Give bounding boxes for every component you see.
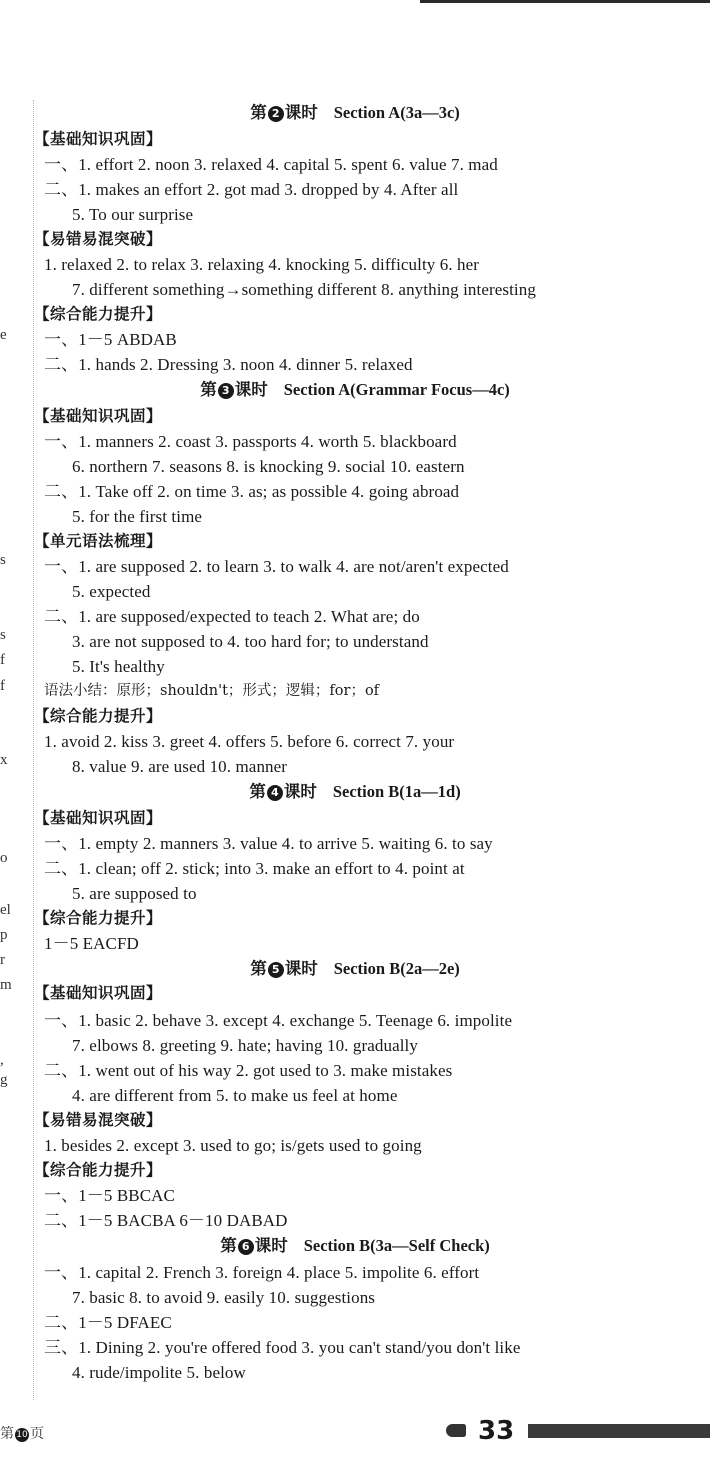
lesson-heading — [0, 779, 710, 804]
lesson-title: Section B(2a—2e) — [333, 959, 460, 978]
section-heading: 【综合能力提升】 — [34, 707, 163, 725]
answer-line: 5. for the first time — [72, 507, 203, 526]
lesson-heading — [0, 100, 710, 125]
lesson-number-badge: 4 — [267, 785, 283, 801]
lesson-number-badge: 5 — [268, 962, 284, 978]
lesson-prefix: 第 — [200, 380, 217, 399]
section-heading: 【单元语法梳理】 — [34, 532, 163, 550]
answer-line: 一、1. are supposed 2. to learn 3. to walk 4. are not/aren't expected — [44, 557, 509, 576]
page-number: 33 — [478, 1416, 515, 1446]
answer-line: 一、1. manners 2. coast 3. passports 4. worth 5. blackboard — [44, 432, 457, 451]
margin-fragment: g — [0, 1072, 8, 1088]
page-number-marker — [446, 1424, 466, 1437]
margin-fragment: s — [0, 552, 6, 568]
lesson-title: Section A(Grammar Focus—4c) — [283, 380, 510, 399]
lesson-heading — [0, 1233, 710, 1258]
grammar-summary: 语法小结：原形；shouldn't；形式；逻辑；for；of — [44, 683, 380, 699]
answer-line: 一、1. basic 2. behave 3. except 4. exchange 5. Teenage 6. impolite — [44, 1011, 513, 1030]
answer-line: 二、1. are supposed/expected to teach 2. What are; do — [44, 607, 420, 626]
section-heading: 【基础知识巩固】 — [34, 130, 163, 148]
lesson-prefix: 第 — [250, 103, 267, 122]
margin-fragment: f — [0, 652, 5, 668]
section-heading: 【综合能力提升】 — [34, 909, 163, 927]
lesson-suffix: 课时 — [284, 103, 318, 122]
footer-page-ref-number: 10 — [16, 1430, 28, 1440]
answer-line: 6. northern 7. seasons 8. is knocking 9. social 10. eastern — [72, 457, 465, 476]
lesson-suffix: 课时 — [234, 380, 268, 399]
lesson-suffix: 课时 — [283, 782, 317, 801]
answer-line: 1. avoid 2. kiss 3. greet 4. offers 5. before 6. correct 7. your — [44, 732, 455, 751]
answer-line: 二、1－5 DFAEC — [44, 1313, 172, 1332]
answer-line: 二、1. Take off 2. on time 3. as; as possible 4. going abroad — [44, 482, 460, 501]
answer-line: 3. are not supposed to 4. too hard for; to understand — [72, 632, 429, 651]
lesson-number-badge: 3 — [218, 383, 234, 399]
answer-line: 5. are supposed to — [72, 884, 197, 903]
answer-line: 一、1－5 ABDAB — [44, 330, 177, 349]
lesson-prefix: 第 — [220, 1236, 237, 1255]
lesson-suffix: 课时 — [254, 1236, 288, 1255]
answer-line: 1－5 EACFD — [44, 934, 139, 953]
column-divider — [33, 100, 34, 1400]
answer-line: 三、1. Dining 2. you're offered food 3. you can't stand/you don't like — [44, 1338, 521, 1357]
section-heading: 【基础知识巩固】 — [34, 809, 163, 827]
answer-line: 一、1. effort 2. noon 3. relaxed 4. capital 5. spent 6. value 7. mad — [44, 155, 498, 174]
lesson-title: Section B(3a—Self Check) — [303, 1236, 490, 1255]
lesson-heading — [0, 377, 710, 402]
answer-line: 二、1. clean; off 2. stick; into 3. make an effort to 4. point at — [44, 859, 465, 878]
answer-line: 5. It's healthy — [72, 657, 165, 676]
answer-line: 二、1. hands 2. Dressing 3. noon 4. dinner 5. relaxed — [44, 355, 413, 374]
lesson-suffix: 课时 — [284, 959, 318, 978]
answer-line: 7. different something→something different 8. anything interesting — [72, 280, 536, 299]
lesson-number-badge: 2 — [268, 106, 284, 122]
margin-fragment: r — [0, 952, 5, 968]
answer-line: 二、1. makes an effort 2. got mad 3. dropped by 4. After all — [44, 180, 459, 199]
answer-line: 5. expected — [72, 582, 151, 601]
top-rule — [420, 0, 710, 3]
section-heading: 【易错易混突破】 — [34, 1111, 163, 1129]
answer-line: 二、1. went out of his way 2. got used to 3. make mistakes — [44, 1061, 453, 1080]
answer-line: 一、1. empty 2. manners 3. value 4. to arrive 5. waiting 6. to say — [44, 834, 493, 853]
answer-line: 1. besides 2. except 3. used to go; is/gets used to going — [44, 1136, 422, 1155]
answer-line: 1. relaxed 2. to relax 3. relaxing 4. knocking 5. difficulty 6. her — [44, 255, 480, 274]
answer-line: 4. rude/impolite 5. below — [72, 1363, 246, 1382]
margin-fragment: p — [0, 927, 8, 943]
answer-line: 4. are different from 5. to make us feel at home — [72, 1086, 398, 1105]
lesson-title: Section B(1a—1d) — [332, 782, 461, 801]
answer-line: 7. basic 8. to avoid 9. easily 10. suggestions — [72, 1288, 376, 1307]
section-heading: 【综合能力提升】 — [34, 1161, 163, 1179]
lesson-prefix: 第 — [250, 959, 267, 978]
lesson-number-badge: 6 — [238, 1239, 254, 1255]
footer-bar — [528, 1424, 710, 1438]
section-heading: 【综合能力提升】 — [34, 305, 163, 323]
section-heading: 【基础知识巩固】 — [34, 407, 163, 425]
lesson-title: Section A(3a—3c) — [333, 103, 460, 122]
answer-line: 8. value 9. are used 10. manner — [72, 757, 288, 776]
margin-fragment: x — [0, 752, 8, 768]
answer-line: 二、1－5 BACBA 6－10 DABAD — [44, 1211, 288, 1230]
section-heading: 【易错易混突破】 — [34, 230, 163, 248]
section-heading: 【基础知识巩固】 — [34, 984, 163, 1002]
footer-page-ref — [0, 1424, 44, 1444]
margin-fragment: s — [0, 627, 6, 643]
margin-fragment: el — [0, 902, 11, 918]
answer-line: 5. To our surprise — [72, 205, 194, 224]
margin-fragment: o — [0, 850, 8, 866]
footer-pre: 第 — [0, 1426, 14, 1442]
margin-fragment: f — [0, 678, 5, 694]
answer-line: 7. elbows 8. greeting 9. hate; having 10. gradually — [72, 1036, 418, 1055]
answer-line: 一、1. capital 2. French 3. foreign 4. place 5. impolite 6. effort — [44, 1263, 480, 1282]
footer-post: 页 — [30, 1426, 44, 1442]
answer-line: 一、1－5 BBCAC — [44, 1186, 175, 1205]
lesson-prefix: 第 — [249, 782, 266, 801]
margin-fragment: , — [0, 1052, 4, 1068]
lesson-heading — [0, 956, 710, 981]
margin-fragment: m — [0, 977, 12, 993]
margin-fragment: e — [0, 327, 7, 343]
